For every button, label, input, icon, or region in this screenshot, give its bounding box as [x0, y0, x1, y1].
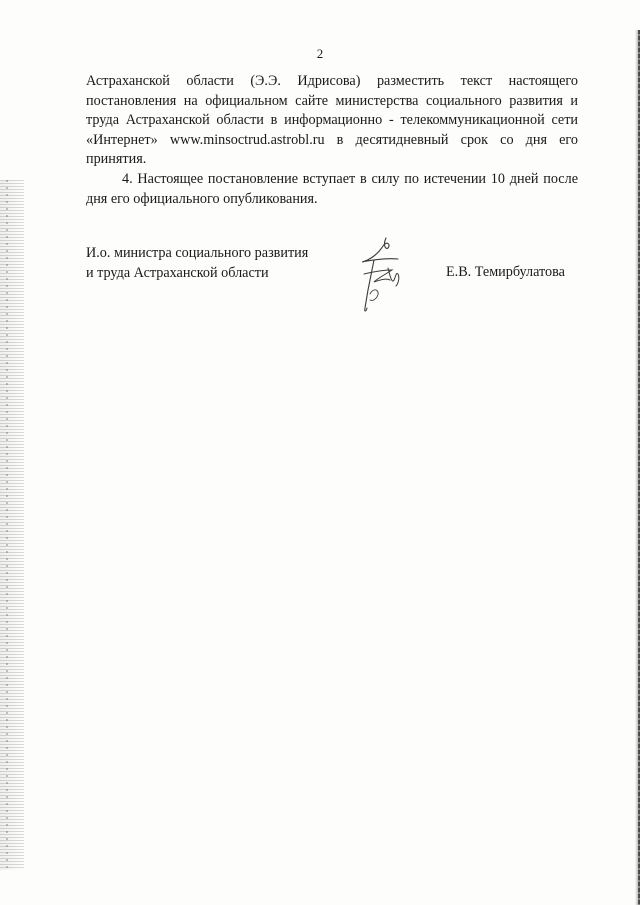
handwritten-signature — [352, 232, 412, 318]
scan-edge-artifact-right — [635, 30, 640, 905]
paragraph-continuation: Астраханской области (Э.Э. Идрисова) разместить текст настоящего постановления на официальном сайте министерства социального развития и труда Астраханской области в информационно - телекоммуникационной сети «Интернет» www.minsoctrud.astrobl.ru в десятидневный срок со дня его принятия. — [86, 73, 578, 168]
paragraph-item-4: 4. Настоящее постановление вступает в силу по истечении 10 дней после дня его официального опубликования. — [86, 170, 578, 207]
scan-edge-artifact-left — [0, 180, 24, 870]
page-number: 2 — [316, 46, 324, 61]
signatory-position — [86, 244, 346, 283]
signatory-position-line-1: И.о. министра социального развития — [86, 245, 309, 261]
signatory-name: Е.В. Темирбулатова — [446, 264, 565, 280]
document-body — [86, 72, 578, 209]
signatory-position-line-2: и труда Астраханской области — [86, 264, 269, 281]
